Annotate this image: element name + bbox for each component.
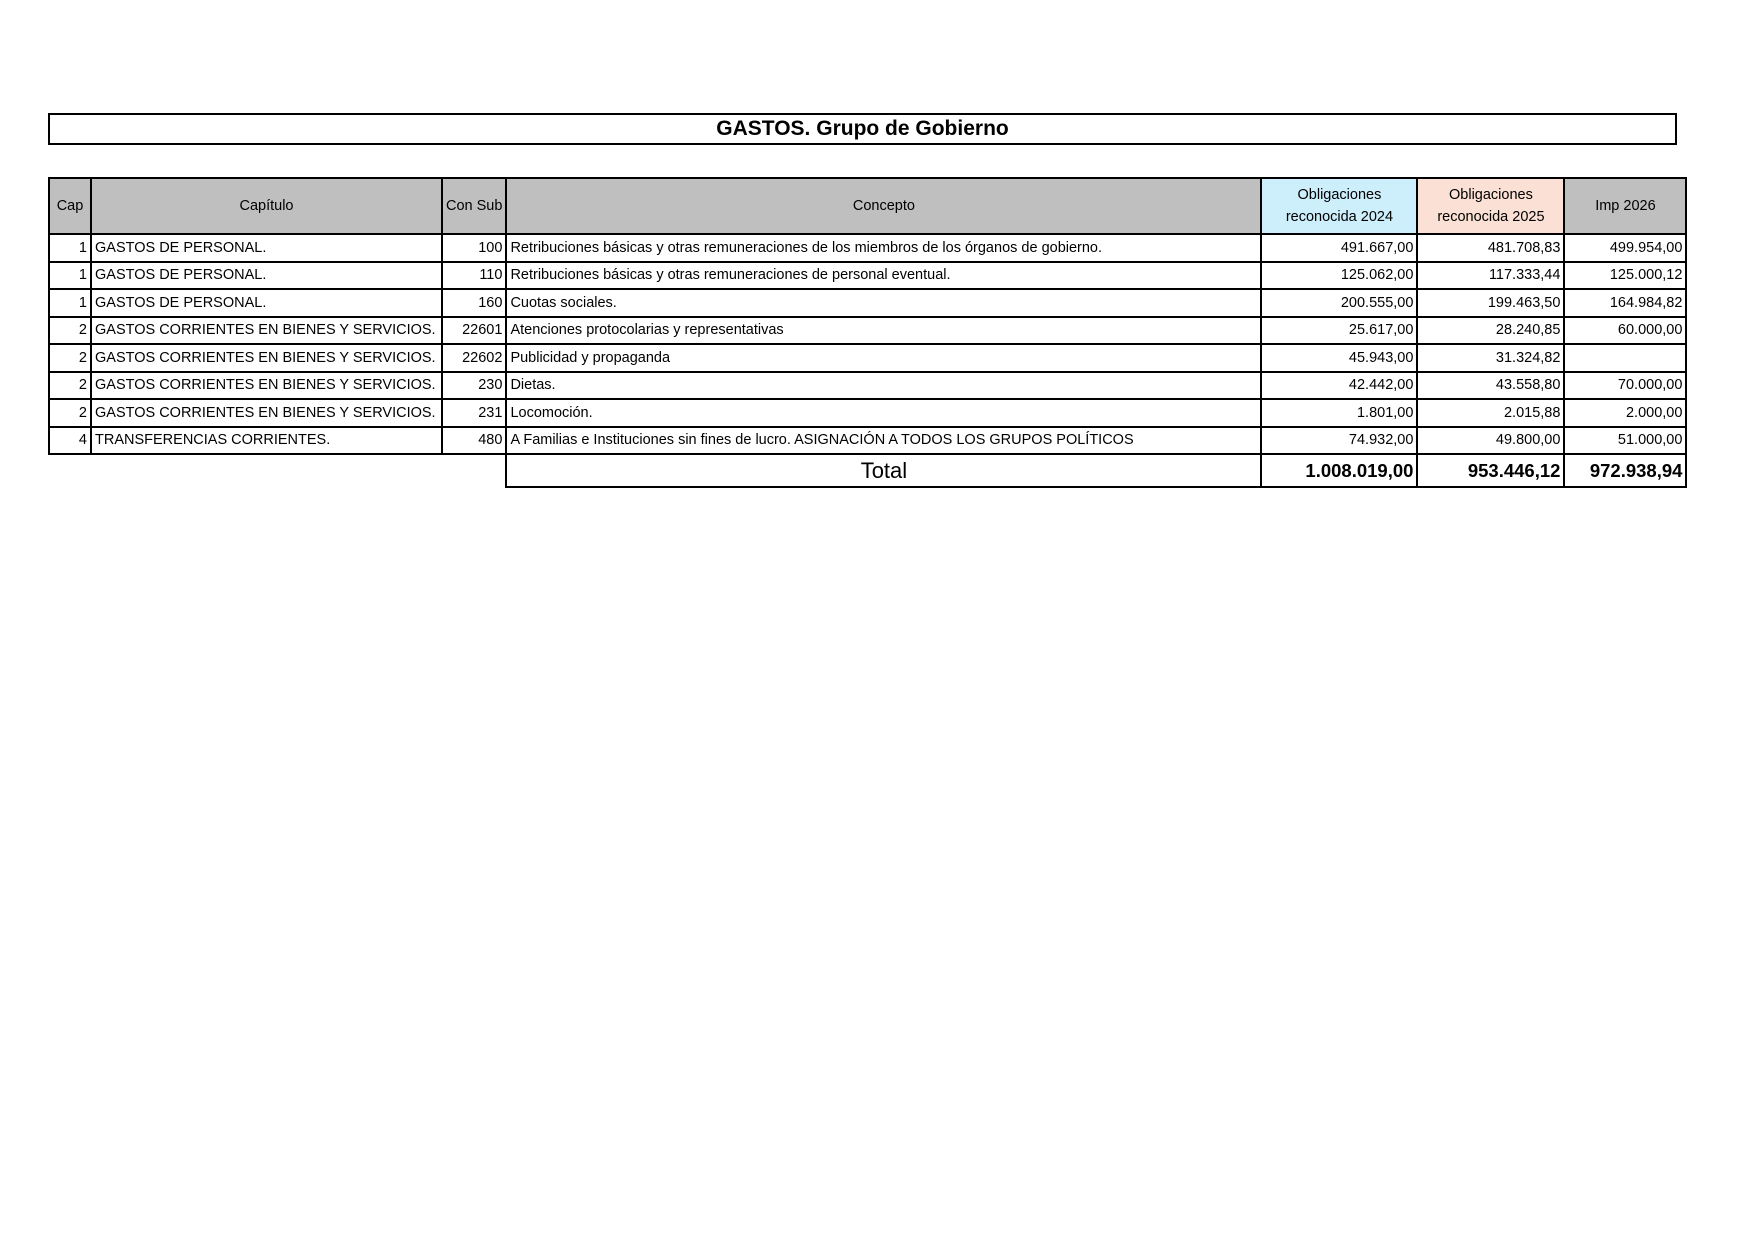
cell-obligaciones-2025: 117.333,44 xyxy=(1417,262,1564,290)
cell-obligaciones-2025: 2.015,88 xyxy=(1417,399,1564,427)
cell-obligaciones-2025: 49.800,00 xyxy=(1417,427,1564,455)
cell-imp-2026: 499.954,00 xyxy=(1564,234,1686,262)
table-row xyxy=(49,372,1686,400)
cell-obligaciones-2025: 31.324,82 xyxy=(1417,344,1564,372)
cell-imp-2026 xyxy=(1564,344,1686,372)
total-spacer xyxy=(91,454,442,487)
header-obligaciones-2025-line2: reconocida 2025 xyxy=(1437,209,1545,225)
table-row xyxy=(49,262,1686,290)
cell-obligaciones-2024: 200.555,00 xyxy=(1261,289,1417,317)
cell-cap: 2 xyxy=(49,399,91,427)
total-obligaciones-2025: 953.446,12 xyxy=(1417,454,1564,487)
cell-obligaciones-2024: 125.062,00 xyxy=(1261,262,1417,290)
table-row xyxy=(49,427,1686,455)
header-obligaciones-2024-line1: Obligaciones xyxy=(1297,187,1382,203)
header-cap: Cap xyxy=(49,178,91,234)
header-obligaciones-2025-line1: Obligaciones xyxy=(1449,187,1533,203)
cell-con-sub: 160 xyxy=(442,289,506,317)
cell-obligaciones-2024: 1.801,00 xyxy=(1261,399,1417,427)
header-con-sub: Con Sub xyxy=(442,178,506,234)
cell-imp-2026: 51.000,00 xyxy=(1564,427,1686,455)
header-imp-2026: Imp 2026 xyxy=(1564,178,1686,234)
total-spacer xyxy=(442,454,506,487)
cell-concepto: A Familias e Instituciones sin fines de lucro. ASIGNACIÓN A TODOS LOS GRUPOS POLÍTICOS xyxy=(506,427,1261,455)
header-capitulo: Capítulo xyxy=(91,178,442,234)
cell-cap: 1 xyxy=(49,262,91,290)
cell-concepto: Locomoción. xyxy=(506,399,1261,427)
total-spacer xyxy=(49,454,91,487)
cell-imp-2026: 2.000,00 xyxy=(1564,399,1686,427)
cell-obligaciones-2024: 74.932,00 xyxy=(1261,427,1417,455)
cell-obligaciones-2025: 199.463,50 xyxy=(1417,289,1564,317)
table-row xyxy=(49,399,1686,427)
header-obligaciones-2025 xyxy=(1417,178,1564,234)
cell-concepto: Atenciones protocolarias y representativas xyxy=(506,317,1261,345)
cell-obligaciones-2025: 28.240,85 xyxy=(1417,317,1564,345)
cell-obligaciones-2024: 45.943,00 xyxy=(1261,344,1417,372)
table-row xyxy=(49,344,1686,372)
total-obligaciones-2024: 1.008.019,00 xyxy=(1261,454,1417,487)
cell-imp-2026: 70.000,00 xyxy=(1564,372,1686,400)
cell-concepto: Retribuciones básicas y otras remuneraciones de personal eventual. xyxy=(506,262,1261,290)
cell-con-sub: 480 xyxy=(442,427,506,455)
cell-obligaciones-2025: 43.558,80 xyxy=(1417,372,1564,400)
cell-capitulo: GASTOS CORRIENTES EN BIENES Y SERVICIOS. xyxy=(91,344,442,372)
cell-concepto: Publicidad y propaganda xyxy=(506,344,1261,372)
cell-concepto: Retribuciones básicas y otras remuneraciones de los miembros de los órganos de gobierno. xyxy=(506,234,1261,262)
table-row xyxy=(49,317,1686,345)
total-imp-2026: 972.938,94 xyxy=(1564,454,1686,487)
table-header-row xyxy=(49,178,1686,234)
header-obligaciones-2024 xyxy=(1261,178,1417,234)
page-title: GASTOS. Grupo de Gobierno xyxy=(48,113,1677,145)
header-concepto: Concepto xyxy=(506,178,1261,234)
total-row xyxy=(49,454,1686,487)
cell-con-sub: 230 xyxy=(442,372,506,400)
cell-capitulo: GASTOS CORRIENTES EN BIENES Y SERVICIOS. xyxy=(91,317,442,345)
cell-capitulo: GASTOS CORRIENTES EN BIENES Y SERVICIOS. xyxy=(91,372,442,400)
cell-con-sub: 110 xyxy=(442,262,506,290)
header-obligaciones-2024-line2: reconocida 2024 xyxy=(1285,209,1394,225)
cell-obligaciones-2024: 25.617,00 xyxy=(1261,317,1417,345)
cell-con-sub: 231 xyxy=(442,399,506,427)
table-row xyxy=(49,289,1686,317)
cell-capitulo: GASTOS DE PERSONAL. xyxy=(91,262,442,290)
cell-cap: 1 xyxy=(49,234,91,262)
cell-capitulo: TRANSFERENCIAS CORRIENTES. xyxy=(91,427,442,455)
cell-obligaciones-2025: 481.708,83 xyxy=(1417,234,1564,262)
cell-con-sub: 22601 xyxy=(442,317,506,345)
cell-concepto: Cuotas sociales. xyxy=(506,289,1261,317)
cell-imp-2026: 125.000,12 xyxy=(1564,262,1686,290)
cell-cap: 2 xyxy=(49,372,91,400)
cell-cap: 1 xyxy=(49,289,91,317)
cell-obligaciones-2024: 42.442,00 xyxy=(1261,372,1417,400)
cell-capitulo: GASTOS CORRIENTES EN BIENES Y SERVICIOS. xyxy=(91,399,442,427)
cell-concepto: Dietas. xyxy=(506,372,1261,400)
cell-obligaciones-2024: 491.667,00 xyxy=(1261,234,1417,262)
cell-con-sub: 100 xyxy=(442,234,506,262)
cell-capitulo: GASTOS DE PERSONAL. xyxy=(91,289,442,317)
budget-table xyxy=(48,177,1687,488)
total-label: Total xyxy=(506,454,1261,487)
table-row xyxy=(49,234,1686,262)
cell-imp-2026: 164.984,82 xyxy=(1564,289,1686,317)
cell-imp-2026: 60.000,00 xyxy=(1564,317,1686,345)
cell-cap: 2 xyxy=(49,317,91,345)
cell-con-sub: 22602 xyxy=(442,344,506,372)
cell-cap: 4 xyxy=(49,427,91,455)
cell-cap: 2 xyxy=(49,344,91,372)
cell-capitulo: GASTOS DE PERSONAL. xyxy=(91,234,442,262)
